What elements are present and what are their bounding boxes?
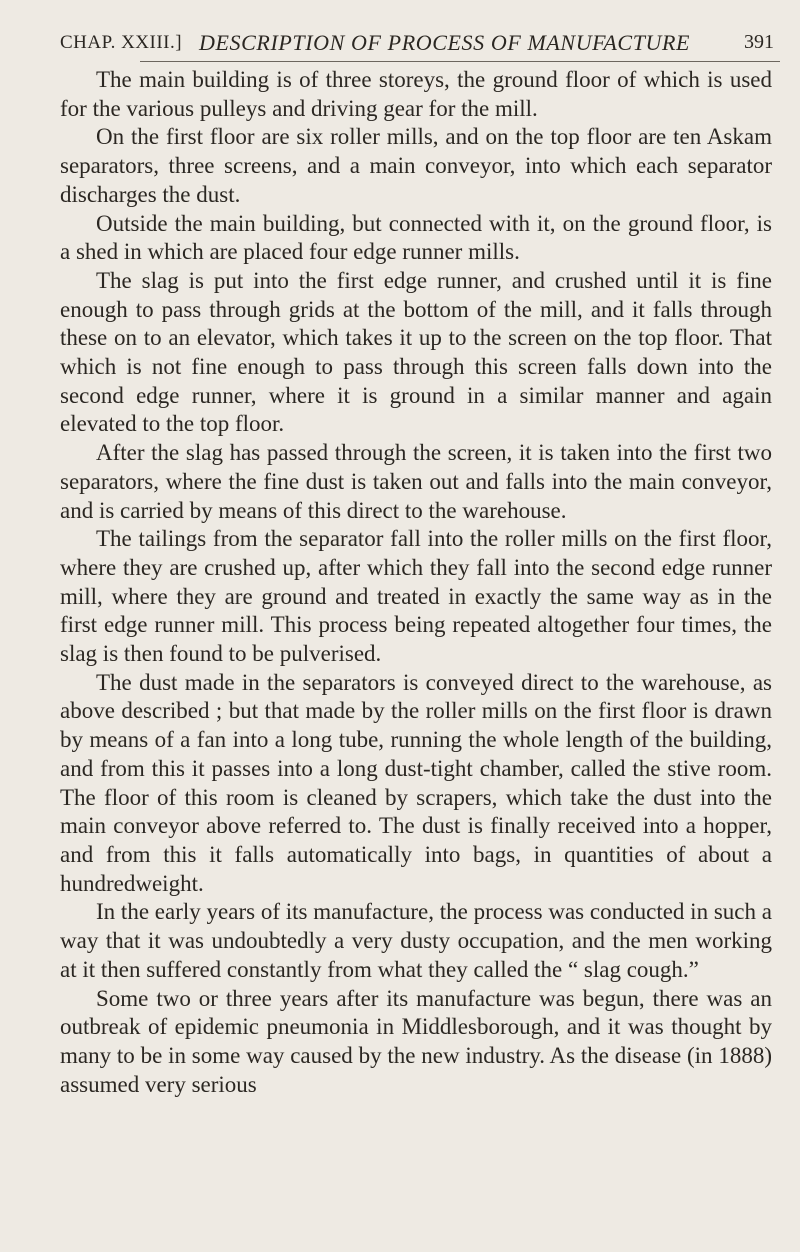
paragraph-outside-shed: Outside the main building, but connected with it, on the ground floor, is a shed in which are placed four edge runner mills. (60, 210, 772, 265)
page-number: 391 (744, 31, 774, 53)
paragraph-separators: After the slag has passed through the screen, it is taken into the first two separators, where the fine dust is taken out and falls into the main conveyor, and is carried by means of this direct to the warehouse. (60, 440, 772, 523)
paragraph-pneumonia: Some two or three years after its manufacture was begun, there was an outbreak of epidemic pneumonia in Middlesborough, and it was thought by many to be in some way caused by the new industry. As the disease (in 1888) assumed very serious (60, 985, 772, 1097)
paragraph-tailings: The tailings from the separator fall into the roller mills on the first floor, where they are crushed up, after which they fall into the second edge runner mill, where they are ground and treated in exactly the same way as in the first edge runner mill. This process being repeated altogether four times, the slag is then found to be pulverised. (60, 526, 772, 667)
running-head (60, 18, 780, 58)
chapter-reference: CHAP. XXIII.] (60, 32, 183, 53)
paragraph-main-building: The main building is of three storeys, the ground floor of which is used for the various pulleys and driving gear for the mill. (60, 67, 772, 121)
running-title: DESCRIPTION OF PROCESS OF MANUFACTURE (199, 30, 691, 55)
paragraph-edge-runner: The slag is put into the first edge runner, and crushed until it is fine enough to pass through grids at the bottom of the mill, and it falls through these on to an elevator, which takes it up to the screen on the top floor. That which is not fine enough to pass through this screen falls down into the second edge runner, where it is ground in a similar manner and again elevated to the top floor. (60, 267, 772, 437)
paragraph-early-years: In the early years of its manufacture, the process was conducted in such a way that it was undoubtedly a very dusty occupation, and the men working at it then suffered constantly from what they called the “ slag cough.” (60, 899, 772, 982)
body-text (60, 66, 772, 1099)
header-rule (140, 61, 780, 62)
paragraph-first-floor: On the first floor are six roller mills, and on the top floor are ten Askam separators, three screens, and a main conveyor, into which each separator discharges the dust. (60, 124, 772, 207)
paragraph-dust: The dust made in the separators is conveyed direct to the warehouse, as above described ; but that made by the roller mills on the first floor is drawn by means of a fan into a long tube, running the whole length of the building, and from this it passes into a long dust-tight chamber, called the stive room. The floor of this room is cleaned by scrapers, which take the dust into the main conveyor above referred to. The dust is finally received into a hopper, and from this it falls automatically into bags, in quantities of about a hundredweight. (60, 669, 772, 896)
